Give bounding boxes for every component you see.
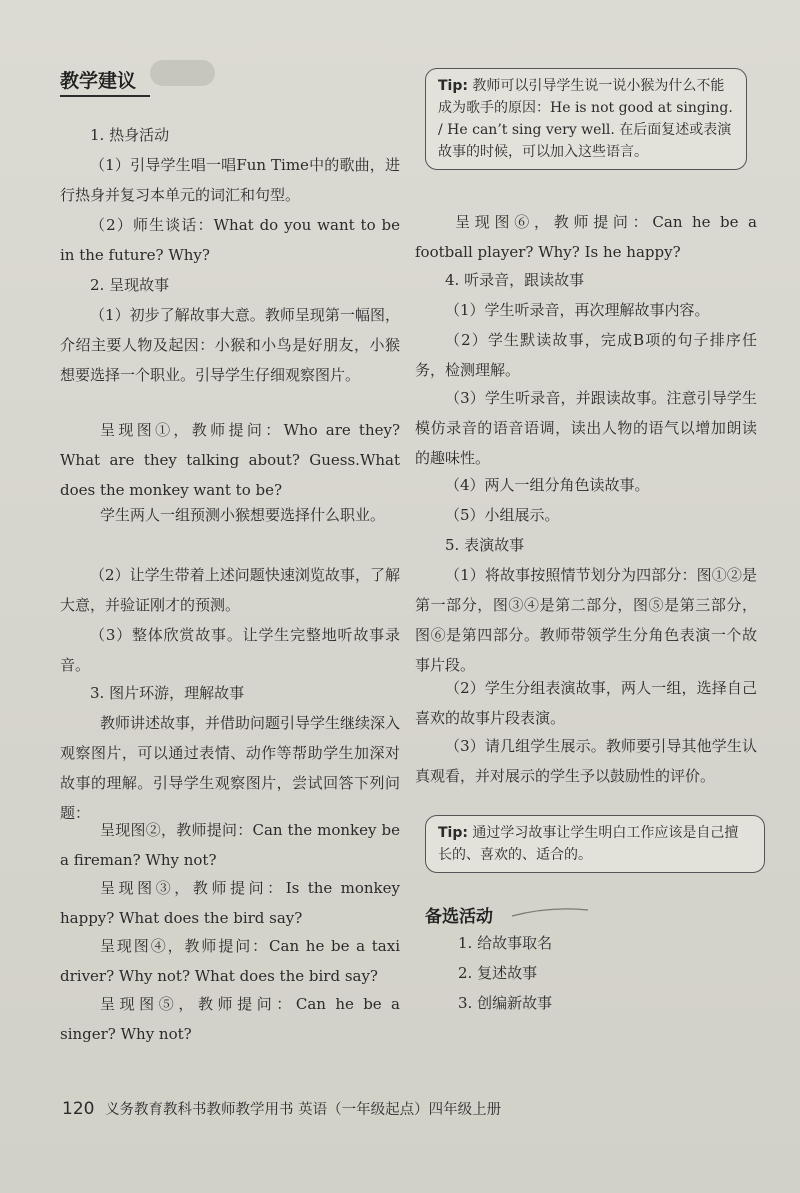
paragraph-group-show: （5）小组展示。 xyxy=(445,506,560,524)
paragraph-listen-story: （3）整体欣赏故事。让学生完整地听故事录音。 xyxy=(60,626,400,674)
heading-listen-repeat: 4. 听录音，跟读故事 xyxy=(445,271,585,289)
tip-label: Tip: xyxy=(438,78,468,94)
paragraph-teacher-narrate: 教师讲述故事，并借助问题引导学生继续深入观察图片，可以通过表情、动作等帮助学生加深对故事的理解。引导学生观察图片，尝试回答下列问题： xyxy=(60,714,401,822)
paragraph-repeat-reading: （3）学生听录音，并跟读故事。注意引导学生模仿录音的语音语调，读出人物的语气以增加朗读的趣味性。 xyxy=(415,389,757,467)
alternative-activities-title: 备选活动 xyxy=(425,907,493,927)
paragraph-picture-4: 呈现图④，教师提问：Can he be a taxi driver? Why not? What does the bird say? xyxy=(60,937,400,985)
book-title: 义务教育教科书教师教学用书 英语（一年级起点）四年级上册 xyxy=(105,1102,502,1118)
paragraph-picture-3: 呈现图③，教师提问：Is the monkey happy? What does the bird say? xyxy=(60,879,400,927)
tip-text: 通过学习故事让学生明白工作应该是自己擅长的、喜欢的、适合的。 xyxy=(438,825,739,863)
paragraph-sing-song: （1）引导学生唱一唱Fun Time中的歌曲，进行热身并复习本单元的词汇和句型。 xyxy=(60,156,400,204)
paragraph-picture-1: 呈现图①，教师提问：Who are they? What are they talking about? Guess.What does the monkey want to be? xyxy=(60,421,400,499)
paragraph-pair-read: （4）两人一组分角色读故事。 xyxy=(445,476,650,494)
paragraph-teacher-talk: （2）师生谈话：What do you want to be in the future? Why? xyxy=(60,216,400,264)
heading-act-story: 5. 表演故事 xyxy=(445,536,525,554)
heading-present-story: 2. 呈现故事 xyxy=(90,276,170,294)
heading-picture-walk: 3. 图片环游，理解故事 xyxy=(90,684,245,702)
page-footer xyxy=(62,1098,501,1119)
paragraph-picture-6: 呈现图⑥，教师提问：Can he be a football player? Why? Is he happy? xyxy=(415,213,757,261)
tip-box-work xyxy=(425,815,765,873)
paragraph-predict: 学生两人一组预测小猴想要选择什么职业。 xyxy=(100,506,386,524)
page-number: 120 xyxy=(62,1099,95,1119)
section-title: 教学建议 xyxy=(60,70,137,92)
paragraph-picture-5: 呈现图⑤，教师提问：Can he be a singer? Why not? xyxy=(60,995,400,1043)
paragraph-group-act: （2）学生分组表演故事，两人一组，选择自己喜欢的故事片段表演。 xyxy=(415,679,757,727)
paragraph-silent-read: （2）学生默读故事，完成B项的句子排序任务，检测理解。 xyxy=(415,331,757,379)
alternative-activity-item: 1. 给故事取名 xyxy=(458,934,553,952)
tip-text: 教师可以引导学生说一说小猴为什么不能成为歌手的原因：He is not good at singing. / He can’t sing very well. 在后面复述或表演故事的时候，可以加入这些语言。 xyxy=(438,78,733,160)
tip-box-singer xyxy=(425,68,747,170)
heading-warmup: 1. 热身活动 xyxy=(90,126,170,144)
alternative-activity-item: 2. 复述故事 xyxy=(458,964,538,982)
alternative-activity-item: 3. 创编新故事 xyxy=(458,994,553,1012)
paragraph-skim-story: （2）让学生带着上述问题快速浏览故事，了解大意，并验证刚才的预测。 xyxy=(60,566,400,614)
section-heading-decoration xyxy=(150,60,215,86)
paragraph-picture-2: 呈现图②，教师提问：Can the monkey be a fireman? Why not? xyxy=(60,821,400,869)
section-title-underline xyxy=(60,95,150,97)
paragraph-story-intro: （1）初步了解故事大意。教师呈现第一幅图，介绍主要人物及起因：小猴和小鸟是好朋友，小猴想要选择一个职业。引导学生仔细观察图片。 xyxy=(60,306,400,384)
paragraph-show-evaluate: （3）请几组学生展示。教师要引导其他学生认真观看，并对展示的学生予以鼓励性的评价。 xyxy=(415,737,757,785)
tip-label: Tip: xyxy=(438,825,468,841)
decorative-swoosh xyxy=(510,904,590,920)
paragraph-story-parts: （1）将故事按照情节划分为四部分：图①②是第一部分，图③④是第二部分，图⑤是第三部分，图⑥是第四部分。教师带领学生分角色表演一个故事片段。 xyxy=(415,566,757,674)
paragraph-listen-again: （1）学生听录音，再次理解故事内容。 xyxy=(445,301,710,319)
